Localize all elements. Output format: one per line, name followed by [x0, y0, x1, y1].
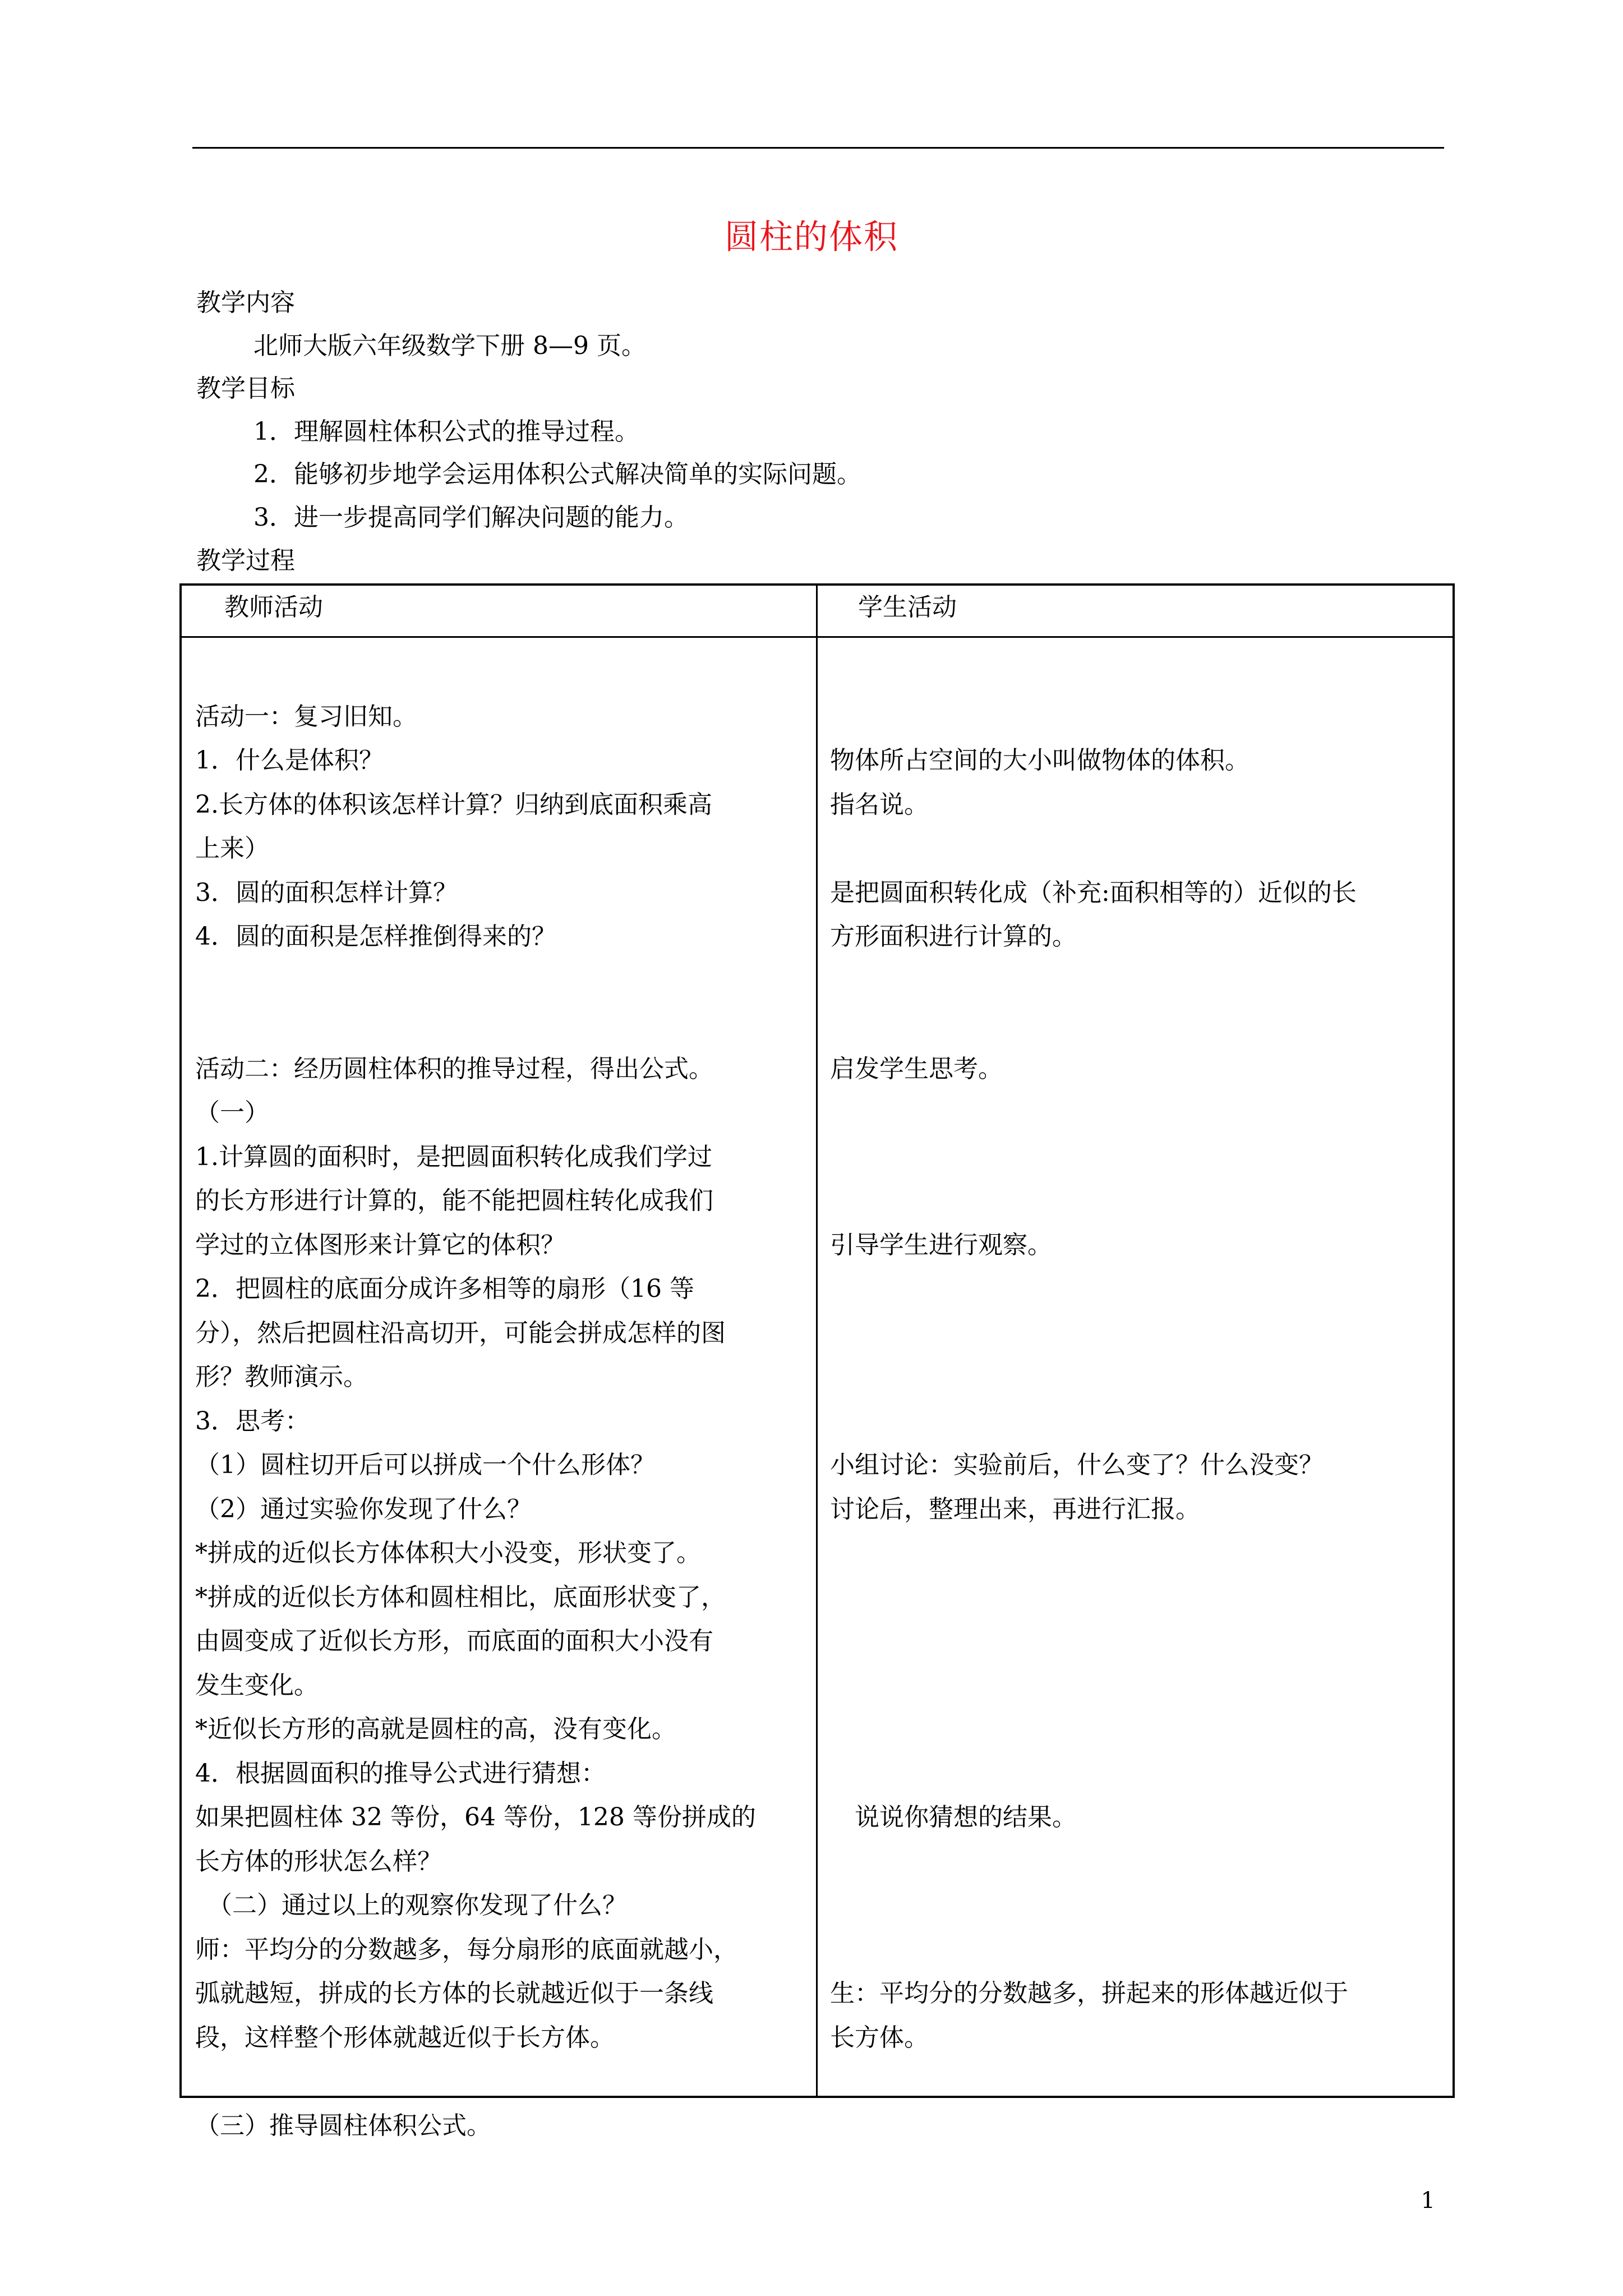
student-activity-line — [830, 1928, 1447, 1972]
header-rule — [192, 147, 1444, 149]
teacher-activity-line: 长方体的形状怎么样？ — [195, 1847, 442, 1876]
teacher-activity-line: 3．思考： — [195, 1406, 310, 1435]
teacher-activity-line: 2.长方体的体积该怎样计算？归纳到底面积乘高 — [195, 790, 712, 819]
student-activity-line — [830, 2060, 1447, 2104]
student-activity-line: 说说你猜想的结果。 — [830, 1803, 1077, 1832]
page-number: 1 — [1421, 2188, 1435, 2214]
student-activity-line — [830, 1576, 1447, 1620]
student-activity-line: 物体所占空间的大小叫做物体的体积。 — [830, 746, 1249, 775]
student-activity-cell — [830, 651, 1447, 2148]
teacher-activity-line: 如果把圆柱体 32 等份，64 等份，128 等份拼成的 — [195, 1803, 756, 1832]
student-activity-line: 生：平均分的分数越多，拼起来的形体越近似于 — [830, 1979, 1348, 2008]
content-text: 北师大版六年级数学下册 8—9 页。 — [253, 332, 646, 360]
student-activity-line — [830, 1708, 1447, 1752]
teacher-activity-line: （一） — [195, 1098, 269, 1127]
teacher-activity-line: 形？教师演示。 — [195, 1363, 368, 1391]
teacher-activity-line: 活动一：复习旧知。 — [195, 702, 417, 731]
process-heading: 教学过程 — [196, 546, 295, 575]
student-activity-line — [830, 1840, 1447, 1884]
teacher-activity-line: 1.计算圆的面积时，是把圆面积转化成我们学过 — [195, 1142, 712, 1171]
teacher-activity-line: 由圆变成了近似长方形，而底面的面积大小没有 — [195, 1627, 713, 1655]
student-activity-line — [830, 2104, 1447, 2148]
student-activity-line — [830, 1400, 1447, 1444]
goals-heading: 教学目标 — [196, 374, 295, 403]
teacher-activity-line: 师：平均分的分数越多，每分扇形的底面就越小， — [195, 1935, 738, 1964]
teacher-activity-line: 分），然后把圆柱沿高切开，可能会拼成怎样的图 — [195, 1318, 726, 1347]
goal-item: 2．能够初步地学会运用体积公式解决简单的实际问题。 — [253, 460, 861, 489]
student-activity-line — [830, 827, 1447, 871]
student-activity-line — [830, 1003, 1447, 1047]
teacher-activity-line: （三）推导圆柱体积公式。 — [195, 2111, 491, 2140]
student-activity-line — [830, 1664, 1447, 1708]
teacher-activity-line: 段，这样整个形体就越近似于长方体。 — [195, 2023, 615, 2052]
document-title: 圆柱的体积 — [725, 218, 898, 257]
teacher-activity-line: *近似长方形的高就是圆柱的高，没有变化。 — [195, 1715, 676, 1743]
student-activity-line: 启发学生思考。 — [830, 1054, 1003, 1083]
student-activity-line — [830, 1355, 1447, 1400]
teacher-activity-line: （1）圆柱切开后可以拼成一个什么形体？ — [195, 1451, 655, 1479]
teacher-activity-line: 的长方形进行计算的，能不能把圆柱转化成我们 — [195, 1186, 713, 1215]
table-header-divider — [179, 636, 1455, 638]
goal-item: 3．进一步提高同学们解决问题的能力。 — [253, 503, 689, 532]
student-activity-line — [830, 1619, 1447, 1664]
teacher-activity-line: 上来） — [195, 834, 269, 863]
teacher-activity-line: 2．把圆柱的底面分成许多相等的扇形（16 等 — [195, 1274, 694, 1303]
teacher-activity-line: （二）通过以上的观察你发现了什么？ — [195, 1891, 627, 1920]
goal-item: 1．理解圆柱体积公式的推导过程。 — [253, 417, 639, 446]
table-column-divider — [816, 583, 818, 2098]
student-activity-line: 指名说。 — [830, 790, 929, 819]
teacher-activity-line — [195, 959, 812, 1004]
teacher-activity-line: （2）通过实验你发现了什么？ — [195, 1494, 532, 1524]
teacher-activity-line: 3．圆的面积怎样计算？ — [195, 878, 458, 907]
teacher-activity-line: 学过的立体图形来计算它的体积？ — [195, 1230, 565, 1259]
table-header-student: 学生活动 — [858, 593, 957, 622]
student-activity-line — [830, 1179, 1447, 1223]
teacher-activity-line: 活动二：经历圆柱体积的推导过程，得出公式。 — [195, 1054, 713, 1083]
student-activity-line — [830, 1312, 1447, 1356]
teacher-activity-line: 发生变化。 — [195, 1671, 319, 1700]
student-activity-line — [830, 1531, 1447, 1576]
student-activity-line — [830, 1091, 1447, 1135]
student-activity-line — [830, 1267, 1447, 1312]
teacher-activity-line: *拼成的近似长方体体积大小没变，形状变了。 — [195, 1539, 701, 1567]
teacher-activity-line: 1．什么是体积？ — [195, 746, 384, 775]
student-activity-line — [830, 651, 1447, 695]
teacher-activity-line — [195, 1003, 812, 1047]
content-heading: 教学内容 — [196, 288, 295, 317]
student-activity-line — [830, 1135, 1447, 1180]
teacher-activity-line: 4．圆的面积是怎样推倒得来的？ — [195, 922, 556, 951]
student-activity-line: 方形面积进行计算的。 — [830, 922, 1077, 951]
teacher-activity-line: 4．根据圆面积的推导公式进行猜想： — [195, 1759, 606, 1788]
student-activity-line — [830, 695, 1447, 739]
student-activity-line: 小组讨论：实验前后，什么变了？什么没变？ — [830, 1451, 1324, 1479]
teacher-activity-cell — [195, 651, 812, 2148]
student-activity-line — [830, 959, 1447, 1004]
teacher-activity-line: 弧就越短，拼成的长方体的长就越近似于一条线 — [195, 1979, 713, 2008]
teacher-activity-line — [195, 2060, 812, 2104]
student-activity-line: 讨论后，整理出来，再进行汇报。 — [830, 1494, 1200, 1524]
student-activity-line — [830, 1884, 1447, 1928]
table-header-teacher: 教师活动 — [224, 593, 323, 622]
teacher-activity-line — [195, 651, 812, 695]
student-activity-line — [830, 1752, 1447, 1796]
teacher-activity-line: *拼成的近似长方体和圆柱相比，底面形状变了， — [195, 1582, 726, 1612]
student-activity-line: 引导学生进行观察。 — [830, 1230, 1052, 1259]
student-activity-line: 长方体。 — [830, 2023, 929, 2052]
student-activity-line: 是把圆面积转化成（补充:面积相等的）近似的长 — [830, 878, 1357, 907]
